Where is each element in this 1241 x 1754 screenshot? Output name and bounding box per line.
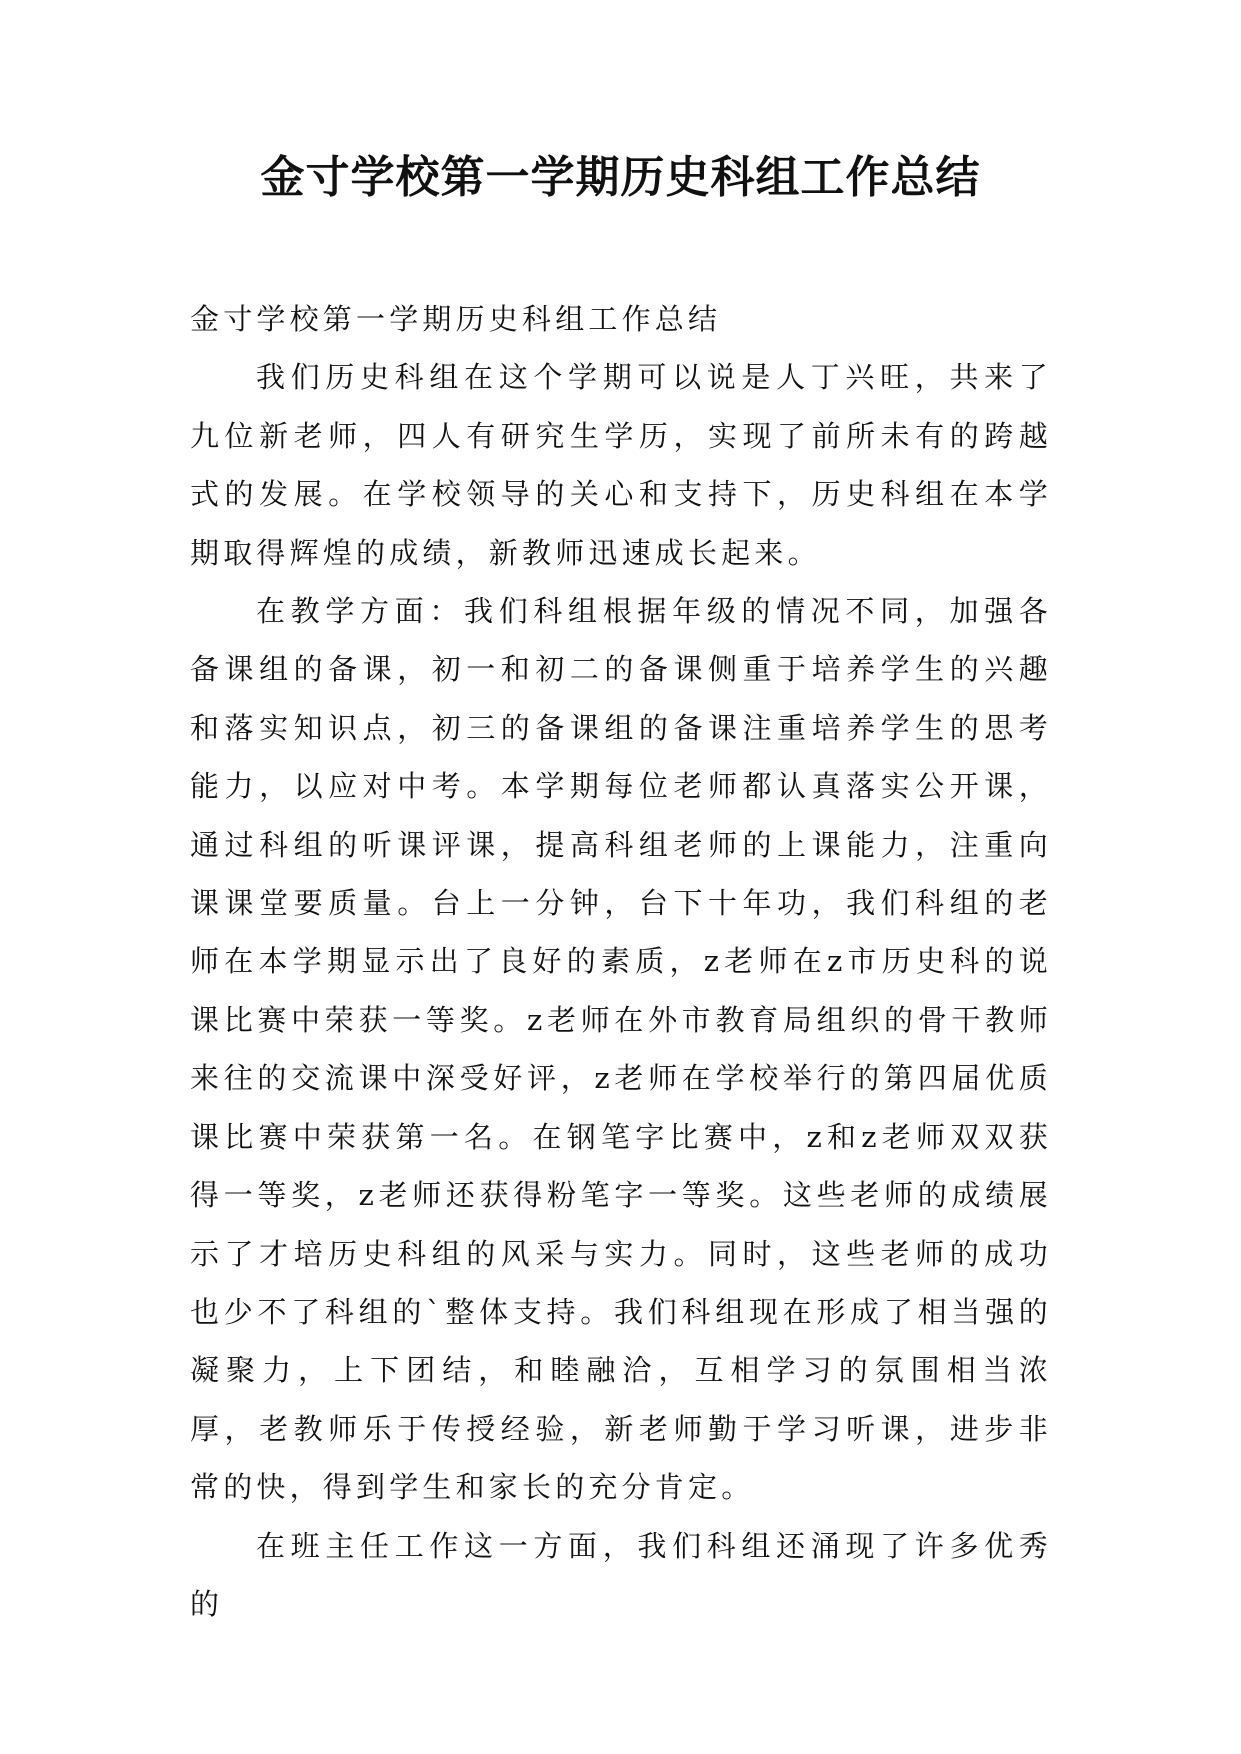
paragraph-class-teacher: 在班主任工作这一方面，我们科组还涌现了许多优秀的 [190, 1528, 1052, 1621]
document-title: 金寸学校第一学期历史科组工作总结 [260, 152, 981, 203]
document-body [190, 290, 1052, 1633]
paragraph-teaching: 在教学方面：我们科组根据年级的情况不同，加强各备课组的备课，初一和初二的备课侧重于培养学生的兴趣和落实知识点，初三的备课组的备课注重培养学生的思考能力，以应对中考。本学期每位老师都认真落实公开课，通过科组的听课评课，提高科组老师的上课能力，注重向课课堂要质量。台上一分钟，台下十年功，我们科组的老师在本学期显示出了良好的素质，z老师在z市历史科的说课比赛中荣获一等奖。z老师在外市教育局组织的骨干教师来往的交流课中深受好评，z老师在学校举行的第四届优质课比赛中荣获第一名。在钢笔字比赛中，z和z老师双双获得一等奖，z老师还获得粉笔字一等奖。这些老师的成绩展示了才培历史科组的风采与实力。同时，这些老师的成功也少不了科组的`整体支持。我们科组现在形成了相当强的凝聚力，上下团结，和睦融洽，互相学习的氛围相当浓厚，老教师乐于传授经验，新老师勤于学习听课，进步非常的快，得到学生和家长的充分肯定。 [190, 594, 1052, 1505]
paragraph-intro: 我们历史科组在这个学期可以说是人丁兴旺，共来了九位新老师，四人有研究生学历，实现了前所未有的跨越式的发展。在学校领导的关心和支持下，历史科组在本学期取得辉煌的成绩，新教师迅速成长起来。 [190, 360, 1052, 570]
document-subtitle: 金寸学校第一学期历史科组工作总结 [190, 302, 722, 336]
